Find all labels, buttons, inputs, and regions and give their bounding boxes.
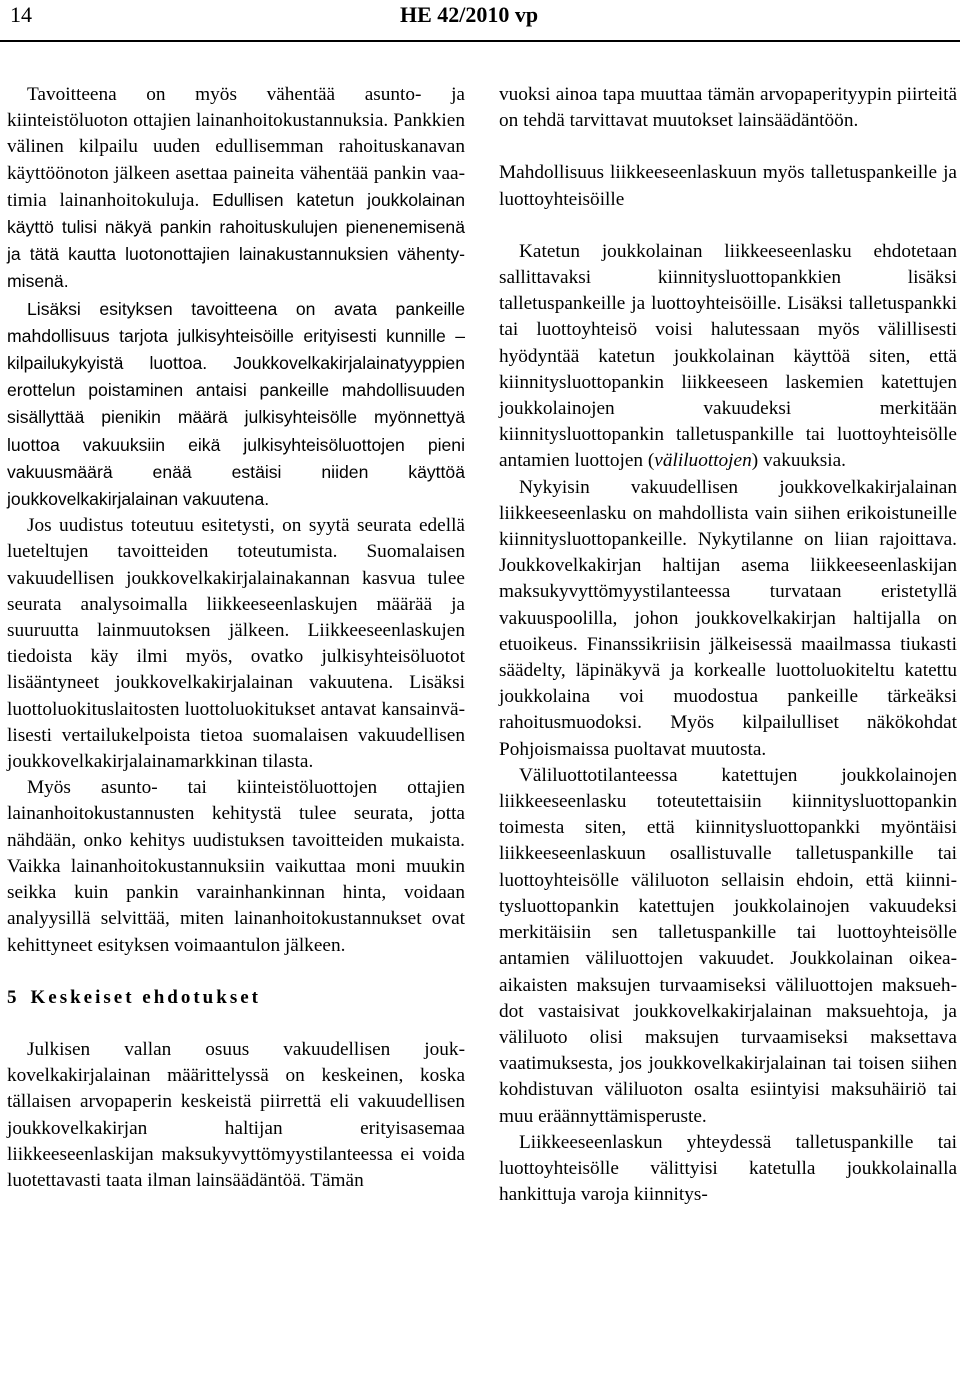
subheading: Mahdollisuus liikkeeseenlaskuun myös talletuspankeille ja luottoyhteisöille (499, 162, 957, 210)
paragraph: Nykyisin vakuudellisen joukkovelkakirjalainan liikkeeseenlasku on mahdollista vain siihen erikoistuneille kiinnitysluottopankeille. Nykytilanne on liian rajoittava. Joukkovelkakirjan haltijan asema liikkeeseenlaskijan maksukyvyttömyystilanteessa turvataan eristetyllä vakuuspoolilla, johon joukkovelkakirjan haltijalla on etuoikeus. Finanssikriisin jälkeisessä maailmassa tiukasti säädelty, läpinäkyvä ja korkealle luottoluokiteltu katettu joukkolaina voi muodostua pankeille tärkeäksi rahoitusmuodoksi. Myös kilpailulliset näkökohdat Pohjoismaissa puoltavat muutosta. (499, 476, 957, 760)
paragraph: vuoksi ainoa tapa muuttaa tämän arvopaperityypin piirteitä on tehdä tarvittavat muutokset lainsäädäntöön. (499, 84, 957, 132)
header-rule (0, 40, 960, 42)
page-number: 14 (10, 2, 32, 27)
paragraph (7, 296, 465, 514)
left-column (7, 82, 465, 1194)
paragraph-text: Katetun joukkolainan liikkeeseenlasku ehdotetaan sallittavaksi kiinnitysluottopankkien lisäksi talletuspankeille ja luottoyhteisöille. Lisäksi talletuspankki tai luottoyhteisö voisi halutessaan myös välillisesti hyödyntää katetun joukkolainan käyttöä siten, että kiinnitysluottopankin liikkeeseen laskemien katettujen joukkolainojen vakuudeksi merkitään kiinnitysluottopankin talletuspankille tai luottoyhteisölle antamien luottojen ( (499, 240, 957, 472)
paragraph: Jos uudistus toteutuu esitetysti, on syytä seurata edellä lueteltujen tavoitteiden toteutumista. Suomalaisen vakuudellisen joukkovelkakirjalainakannan kasvua tulee seurata analysoimalla liikkeeseenlaskujen määrää ja suuruutta lainmuutoksen jälkeen. Liikkeeseenlaskujen tiedoista käy ilmi myös, ovatko julkisyhteisöluotot lisääntyneet joukkovelkakirjalainan vakuutena. Lisäksi luottoluokituslaitosten luottoluokitukset antavat kansainvälisesti vertailukelpoista tietoa suomalaisen vakuudellisen joukkovelkakirjalainamarkkinan tilasta. (7, 515, 465, 773)
paragraph-italic: väliluottojen (654, 450, 752, 472)
section-title: Keskeiset ehdotukset (30, 986, 261, 1008)
paragraph: Liikkeeseenlaskun yhteydessä talletuspankille tai luottoyhteisölle välittyisi katetulla joukkolainalla hankittuja varoja kiinnitys- (499, 1131, 957, 1206)
paragraph-text-sans: Edullisen katetun joukkolainan käyttö tulisi näkyä pankin rahoituskulujen pienenemisenä ja tätä kautta luotonottajien lainakustannuksien vähentymisenä. (7, 189, 465, 292)
paragraph-text: ) vakuuksia. (751, 450, 846, 472)
paragraph: Väliluottotilanteessa katettujen joukkolainojen liikkeeseenlasku toteutettaisiin kiinnitysluottopankin toimesta siten, että kiinnitysluottopankki myöntäisi liikkeeseenlaskuun osallistuvalle talletuspankille tai luottoyhteisölle väliluoton sellaisin ehdoin, että kiinnitysluottopankin katettujen joukkolainojen vakuudeksi merkitäisiin sen talletuspankille tai luottoyhteisölle antamien väliluottojen vakuudet. Joukkolainan oikea-aikaisten maksujen turvaamiseksi väliluottojen maksuehdot vastaisivat joukkovelkakirjalainan maksuehtoja, ja väliluoto olisi maksujen turvaamiseksi maksettava vaatimuksesta, jos joukkovelkakirjalainan tai toisen siihen kohdistuvan väliluoton osalta esiintyisi maksuhäiriö tai muu eräännyttämisperuste. (499, 764, 957, 1127)
paragraph-text-sans: Joukkovelkakirjalainatyyppien erottelun poistaminen antaisi pankeille mahdollisuuden sisällyttää pienikin määrä julkisyhteisölle myönnettyä luottoa vakuuksiin eikä julkisyhteisöluottojen pieni vakuusmäärä enää estäisi niiden käyttöä joukkovelkakirjalainan vakuutena. (7, 353, 465, 510)
section-heading (7, 985, 465, 1011)
paragraph (7, 82, 465, 296)
right-column (499, 82, 957, 1208)
paragraph (499, 239, 957, 475)
paragraph-text-sans: Lisäksi esityksen tavoitteena on avata pankeille mahdollisuus tarjota julkisyhteisöille erityisesti kunnille – kilpailukykyistä luottoa. (7, 298, 465, 374)
page-header (0, 0, 960, 46)
paragraph: Julkisen vallan osuus vakuudellisen joukkovelkakirjalainan määrittelyssä on keskeinen, koska tällaisen arvopaperin keskeistä piirrettä eli vakuudellisen joukkovelkakirjan haltijan erityisasemaa liikkeeseenlaskijan maksukyvyttömyystilanteessa ei voida luotettavasti taata ilman lainsäädäntöä. Tämän (7, 1038, 465, 1191)
paragraph: Myös asunto- tai kiinteistöluottojen ottajien lainanhoitokustannusten kehitystä tulee seurata, jotta nähdään, onko kehitys uudistuksen tavoitteiden mukaista. Vaikka lainanhoitokustannuksiin vaikuttaa moni muukin seikka kuin pankin varainhankinnan hinta, voidaan analyysillä selvittää, miten lainanhoitokustannukset ovat kehittyneet esityksen voimaantulon jälkeen. (7, 777, 465, 956)
paragraph-text: Tavoitteena on myös vähentää asunto- ja kiinteistöluoton ottajien lainanhoitokustannuksia. Pankkien välinen kilpailu uuden edullisemman rahoituskanavan käyttöönoton jälkeen asettaa paineita vähentää pankin vaatimia lainanhoitokuluja. (7, 84, 465, 211)
section-number: 5 (7, 986, 17, 1008)
document-id: HE 42/2010 vp (400, 2, 539, 27)
